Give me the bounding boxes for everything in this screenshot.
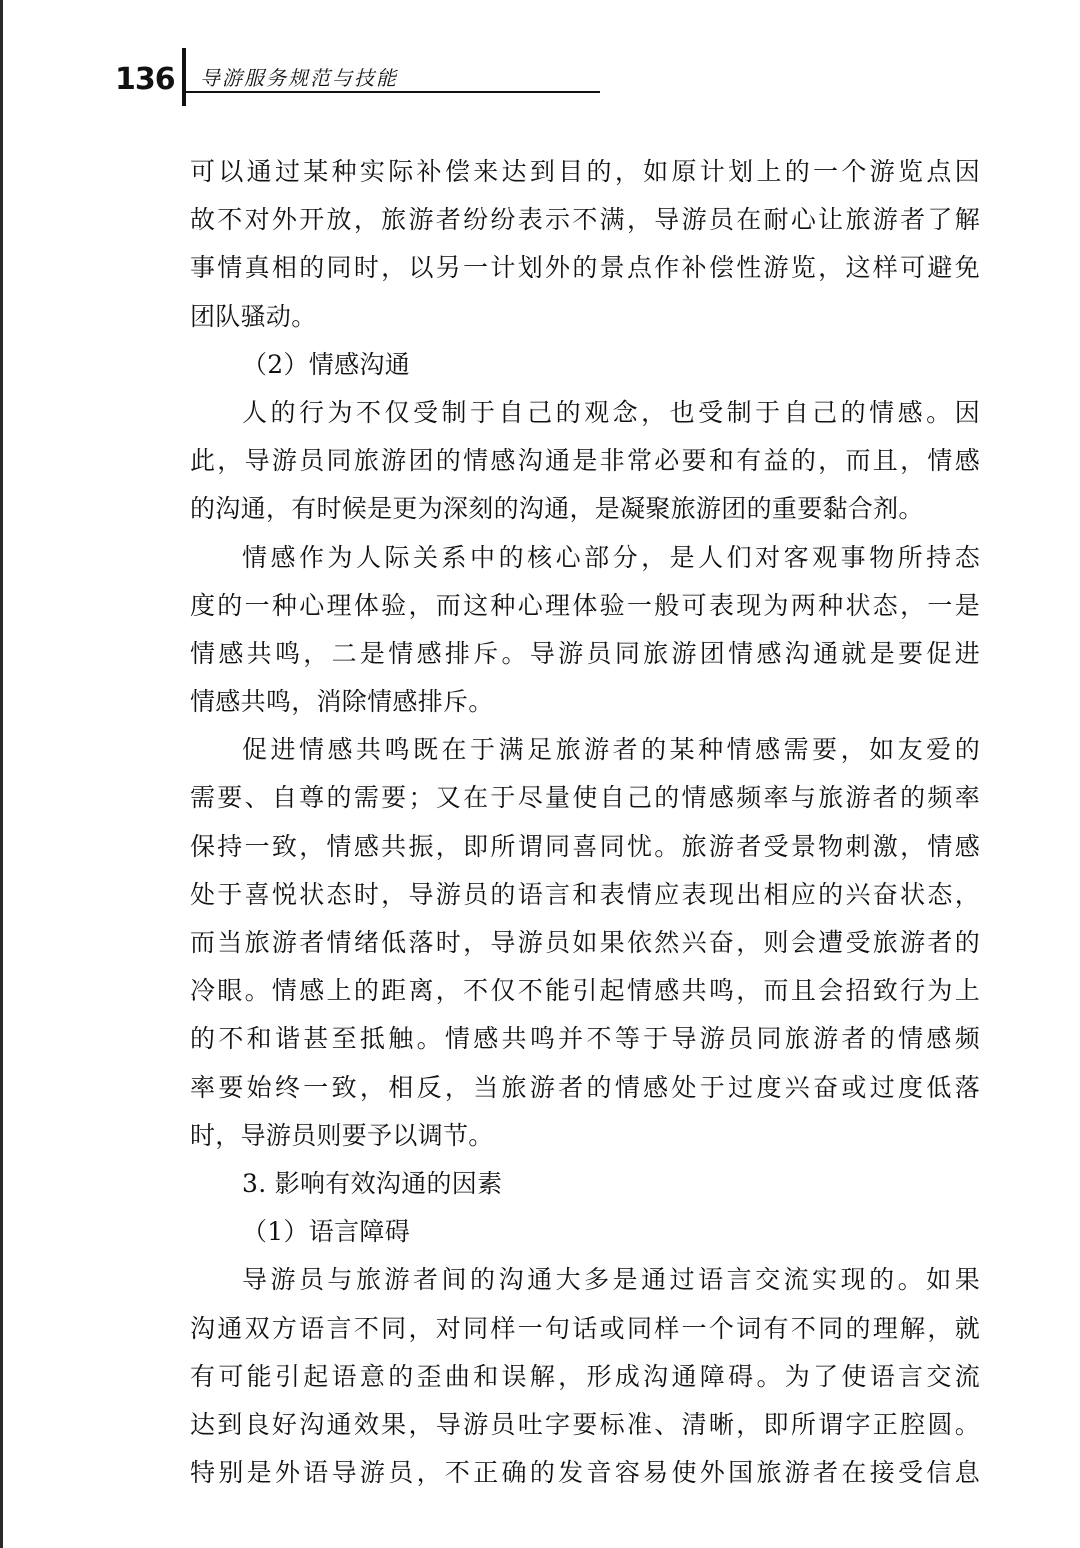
text-line: 冷眼。情感上的距离，不仅不能引起情感共鸣，而且会招致行为上 — [190, 976, 980, 1006]
running-header — [0, 0, 1080, 110]
text-line: 的沟通，有时候是更为深刻的沟通，是凝聚旅游团的重要黏合剂。 — [190, 494, 924, 524]
text-line: 需要、自尊的需要；又在于尽量使自己的情感频率与旅游者的频率 — [190, 783, 980, 813]
text-line: 的不和谐甚至抵触。情感共鸣并不等于导游员同旅游者的情感频 — [190, 1024, 980, 1054]
text-line: 时，导游员则要予以调节。 — [190, 1120, 494, 1150]
text-line: 可以通过某种实际补偿来达到目的，如原计划上的一个游览点因 — [190, 157, 980, 186]
section-heading: （1）语言障碍 — [242, 1217, 411, 1247]
text-line: 情感作为人际关系中的核心部分，是人们对客观事物所持态 — [242, 542, 980, 572]
text-line: 团队骚动。 — [190, 301, 317, 331]
header-vertical-bar — [182, 48, 186, 106]
text-line: 率要始终一致，相反，当旅游者的情感处于过度兴奋或过度低落 — [190, 1072, 980, 1102]
section-heading: 3. 影响有效沟通的因素 — [242, 1168, 503, 1198]
text-line: 故不对外开放，旅游者纷纷表示不满，导游员在耐心让旅游者了解 — [190, 205, 980, 235]
text-line: 而当旅游者情绪低落时，导游员如果依然兴奋，则会遭受旅游者的 — [190, 928, 980, 957]
header-rule — [186, 91, 600, 93]
text-line: 沟通双方语言不同，对同样一句话或同样一个词有不同的理解，就 — [190, 1313, 980, 1343]
running-title: 导游服务规范与技能 — [200, 66, 398, 90]
text-line: 情感共鸣，消除情感排斥。 — [190, 687, 494, 717]
text-line: 事情真相的同时，以另一计划外的景点作补偿性游览，这样可避免 — [190, 253, 980, 283]
section-heading: （2）情感沟通 — [242, 349, 411, 379]
text-line: 度的一种心理体验，而这种心理体验一般可表现为两种状态，一是 — [190, 590, 980, 620]
text-line: 人的行为不仅受制于自己的观念，也受制于自己的情感。因 — [242, 397, 980, 427]
text-line: 导游员与旅游者间的沟通大多是通过语言交流实现的。如果 — [242, 1265, 980, 1295]
text-line: 情感共鸣，二是情感排斥。导游员同旅游团情感沟通就是要促进 — [190, 638, 980, 668]
page-edge — [0, 0, 3, 1548]
text-line: 处于喜悦状态时，导游员的语言和表情应表现出相应的兴奋状态， — [190, 879, 980, 909]
page-number: 136 — [115, 62, 175, 97]
body-text — [190, 148, 980, 1497]
text-line: 特别是外语导游员，不正确的发音容易使外国旅游者在接受信息 — [190, 1458, 980, 1488]
text-line: 此，导游员同旅游团的情感沟通是非常必要和有益的，而且，情感 — [190, 446, 980, 476]
text-line: 有可能引起语意的歪曲和误解，形成沟通障碍。为了使语言交流 — [190, 1361, 980, 1391]
text-line: 保持一致，情感共振，即所谓同喜同忧。旅游者受景物刺激，情感 — [190, 831, 980, 861]
text-line: 促进情感共鸣既在于满足旅游者的某种情感需要，如友爱的 — [242, 735, 980, 765]
text-line: 达到良好沟通效果，导游员吐字要标准、清晰，即所谓字正腔圆。 — [190, 1409, 980, 1439]
